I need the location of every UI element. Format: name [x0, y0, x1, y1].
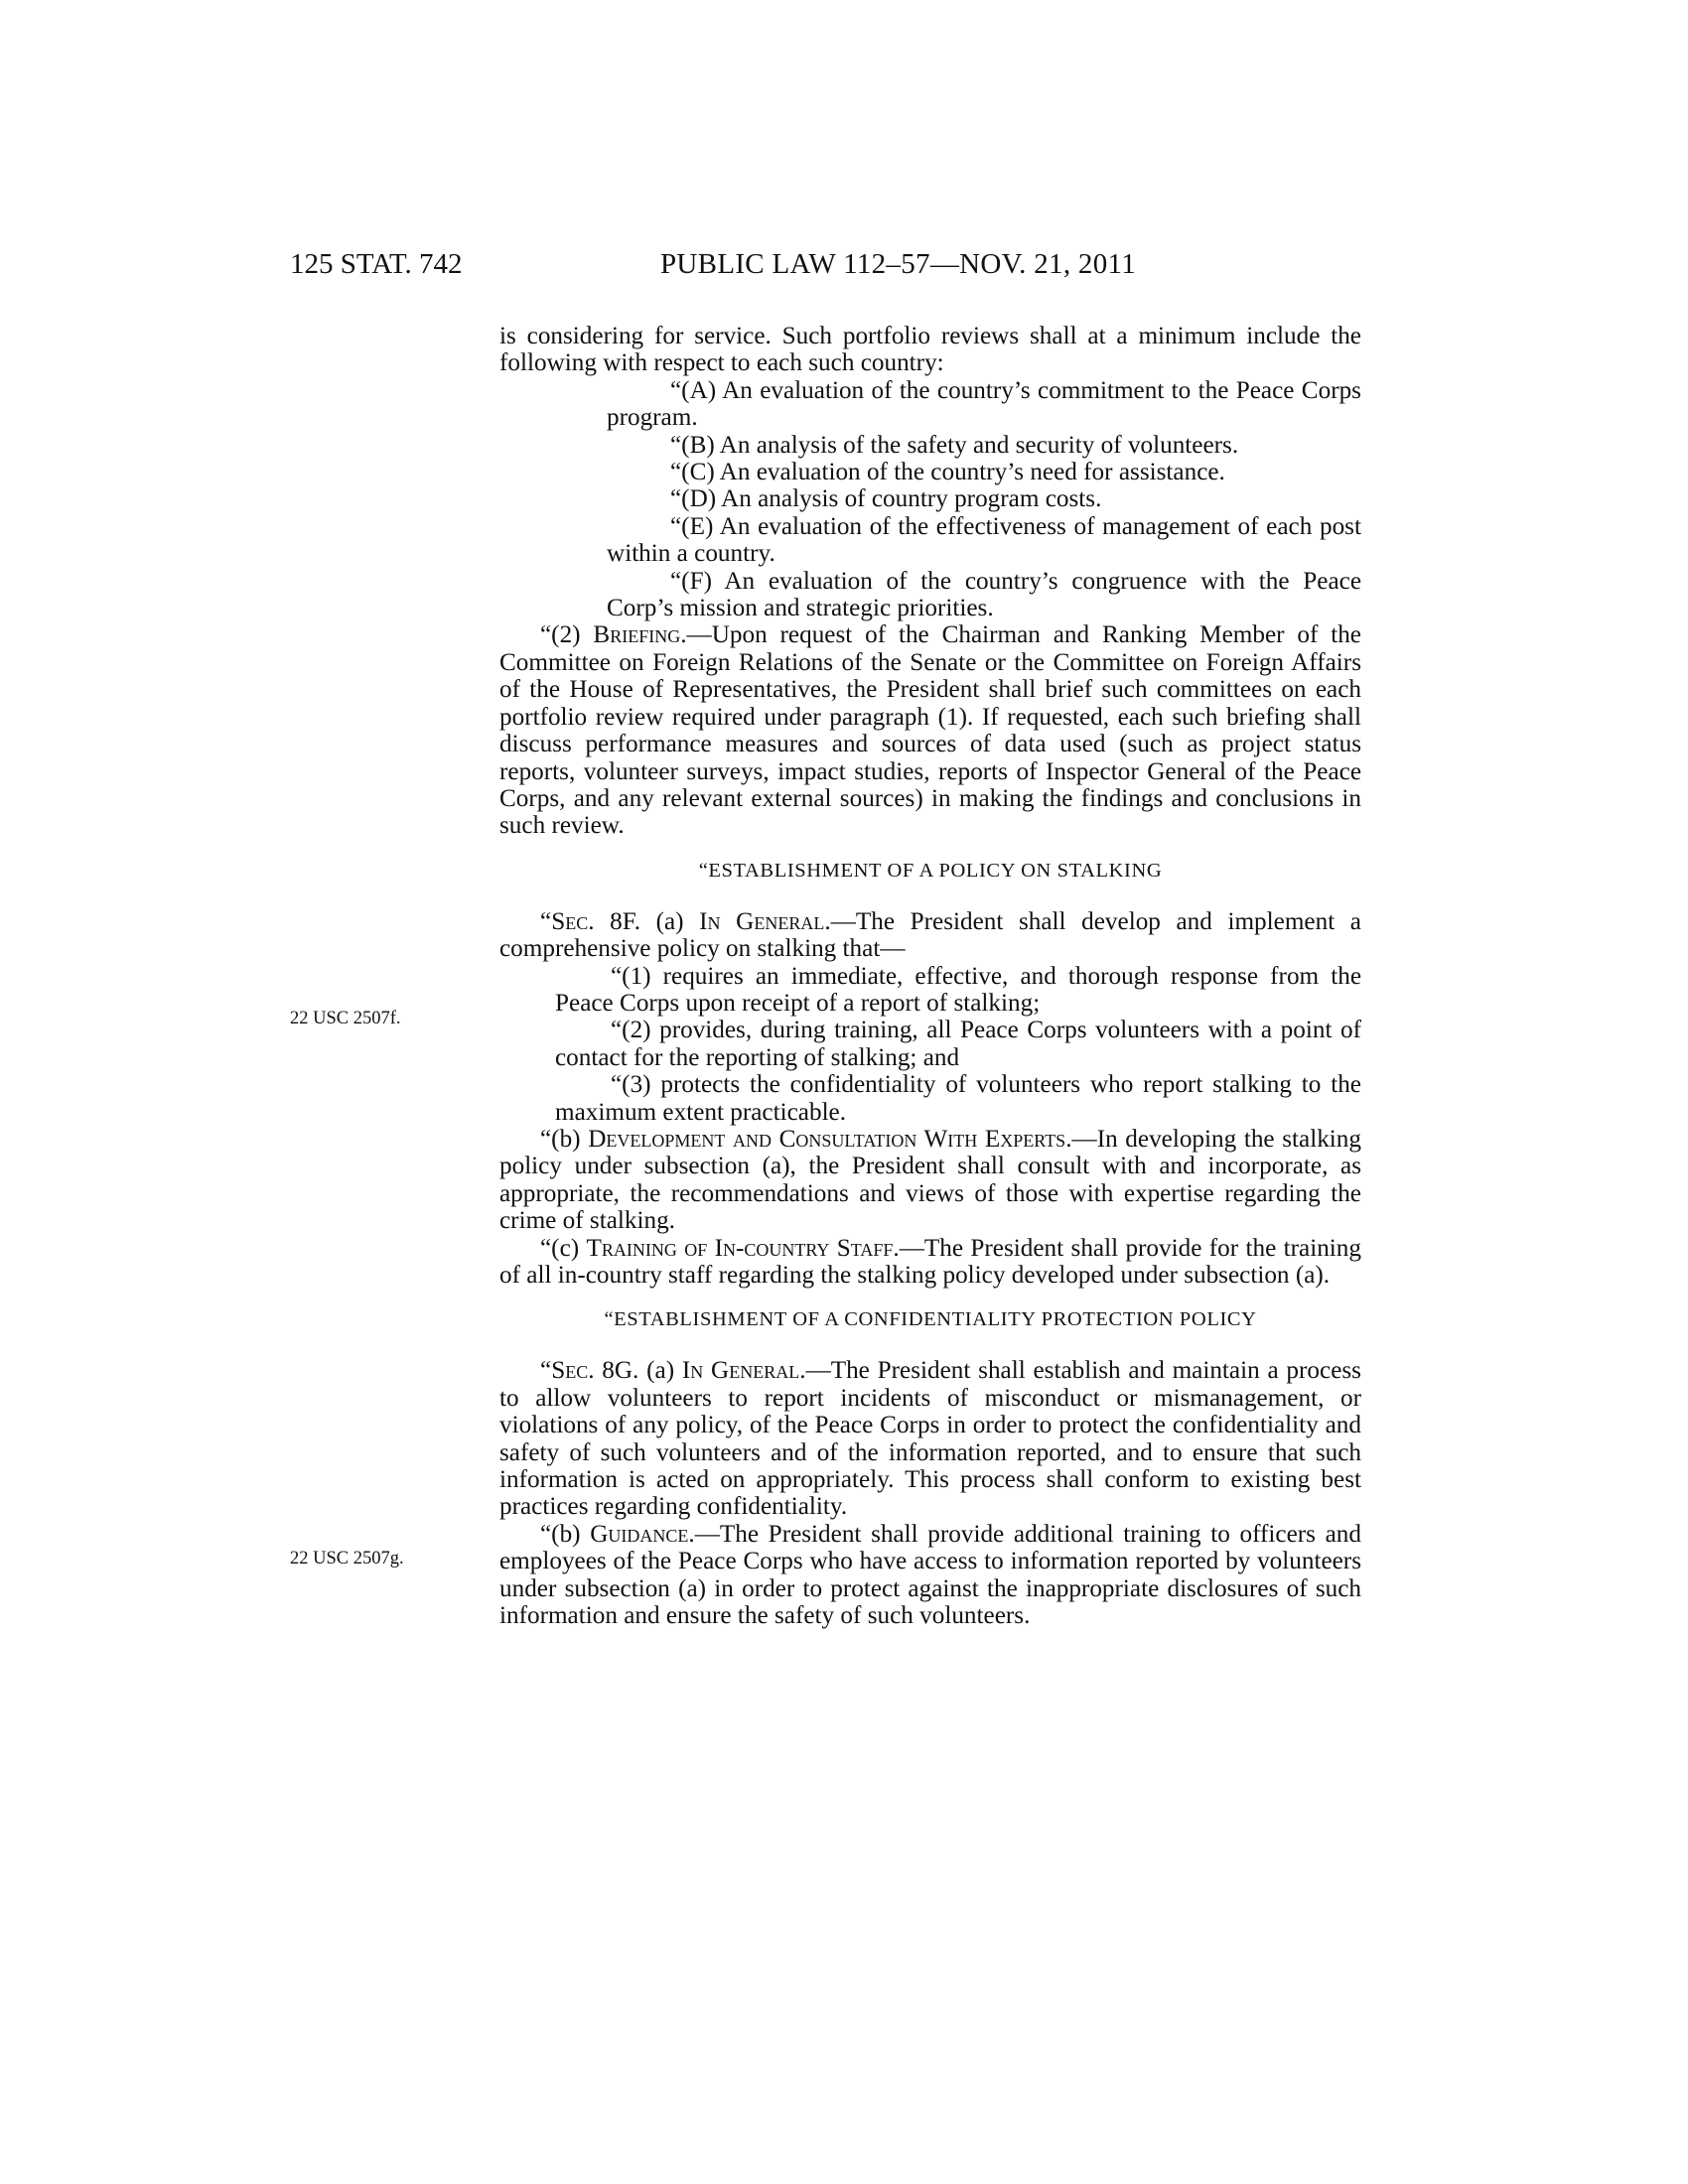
section-heading-confidentiality: “ESTABLISHMENT OF A CONFIDENTIALITY PROTECTION POLICY	[604, 1308, 1257, 1331]
stalking-item-2: “(2) provides, during training, all Peace Corps volunteers with a point of contact for the reporting of stalking; and	[555, 1017, 1361, 1071]
subsection-number: “(c)	[540, 1234, 587, 1262]
subsection-body: .—The President shall develop and implement a comprehensive policy on stalking that—	[499, 907, 1361, 963]
subsection-heading: Training of In-country Staff	[586, 1234, 894, 1262]
section-8f-c	[499, 1235, 1361, 1290]
stalking-item-3: “(3) protects the confidentiality of volunteers who report stalking to the maximum extent practicable.	[555, 1071, 1361, 1126]
list-item-c: “(C) An evaluation of the country’s need for assistance.	[670, 459, 1225, 486]
paragraph-intro: is considering for service. Such portfolio reviews shall at a minimum include the following with respect to each such country:	[499, 323, 1361, 377]
subsection-body: .—The President shall provide for the training of all in-country staff regarding the stalking policy developed under subsection (a).	[499, 1234, 1361, 1289]
list-item-e: “(E) An evaluation of the effectiveness of management of each post within a country.	[607, 512, 1361, 568]
stalking-item-1: “(1) requires an immediate, effective, and thorough response from the Peace Corps upon receipt of a report of stalking;	[555, 962, 1361, 1017]
sec-number: . 8G. (a)	[588, 1357, 682, 1385]
subsection-heading: In General	[681, 1357, 800, 1385]
public-law-title: PUBLIC LAW 112–57—NOV. 21, 2011	[660, 248, 1137, 280]
stat-page-reference: 125 STAT. 742	[290, 248, 463, 280]
section-8f-b	[499, 1126, 1361, 1235]
spacer	[499, 1333, 1361, 1357]
list-item-b: “(B) An analysis of the safety and security of volunteers.	[670, 431, 1239, 459]
quote-mark: “	[540, 1357, 552, 1385]
statute-body	[499, 323, 1361, 1629]
section-8g-b	[499, 1521, 1361, 1630]
section-8f-a	[499, 908, 1361, 963]
list-item-f: “(F) An evaluation of the country’s congruence with the Peace Corp’s mission and strategic priorities.	[607, 567, 1361, 622]
section-heading-stalking: “ESTABLISHMENT OF A POLICY ON STALKING	[698, 859, 1163, 882]
margin-note-usc-2507f: 22 USC 2507f.	[290, 1009, 401, 1028]
subsection-body: .—In developing the stalking policy under subsection (a), the President shall consult with and incorporate, as appropriate, the recommendations and views of those with expertise regarding the crime of stalking.	[499, 1125, 1361, 1235]
list-item-a: “(A) An evaluation of the country’s commitment to the Peace Corps program.	[607, 376, 1361, 432]
paragraph-briefing	[499, 621, 1361, 839]
quote-mark: “	[540, 907, 552, 935]
briefing-heading: Briefing	[593, 621, 681, 649]
sec-label: Sec	[551, 907, 589, 935]
subsection-body: .—The President shall establish and maintain a process to allow volunteers to report incidents of misconduct or mismanagement, or violations of any policy, of the Peace Corps in order to protect the confidentiality and safety of such volunteers and of the information reported, and to ensure that such information is acted on appropriately. This process shall conform to existing best practices regarding confidentiality.	[499, 1357, 1361, 1521]
subsection-number: “(b)	[540, 1125, 589, 1153]
subsection-number: “(b)	[540, 1520, 591, 1548]
margin-note-usc-2507g: 22 USC 2507g.	[290, 1549, 404, 1569]
subsection-heading: Guidance	[590, 1520, 689, 1548]
subsection-body: .—The President shall provide additional training to officers and employees of the Peace Corps who have access to information reported by volunteers under subsection (a) in order to protect against the inappropriate disclosures of such information and ensure the safety of such volunteers.	[499, 1520, 1361, 1630]
sec-label: Sec	[551, 1357, 589, 1385]
briefing-body: .—Upon request of the Chairman and Ranking Member of the Committee on Foreign Relations of the Senate or the Committee on Foreign Affairs of the House of Representatives, the President shall brief such committees on each portfolio review required under paragraph (1). If requested, each such briefing shall discuss performance measures and sources of data used (such as project status reports, volunteer surveys, impact studies, reports of Inspector General of the Peace Corps, and any relevant external sources) in making the findings and conclusions in such review.	[499, 621, 1361, 840]
list-item-d: “(D) An analysis of country program costs.	[670, 485, 1102, 513]
running-head	[0, 248, 1688, 288]
sec-number: . 8F. (a)	[588, 907, 700, 935]
spacer	[499, 885, 1361, 908]
subsection-heading: Development and Consultation With Experts	[588, 1125, 1066, 1153]
section-8g-a	[499, 1357, 1361, 1520]
briefing-number: “(2)	[540, 621, 594, 649]
subsection-heading: In General	[699, 907, 825, 935]
